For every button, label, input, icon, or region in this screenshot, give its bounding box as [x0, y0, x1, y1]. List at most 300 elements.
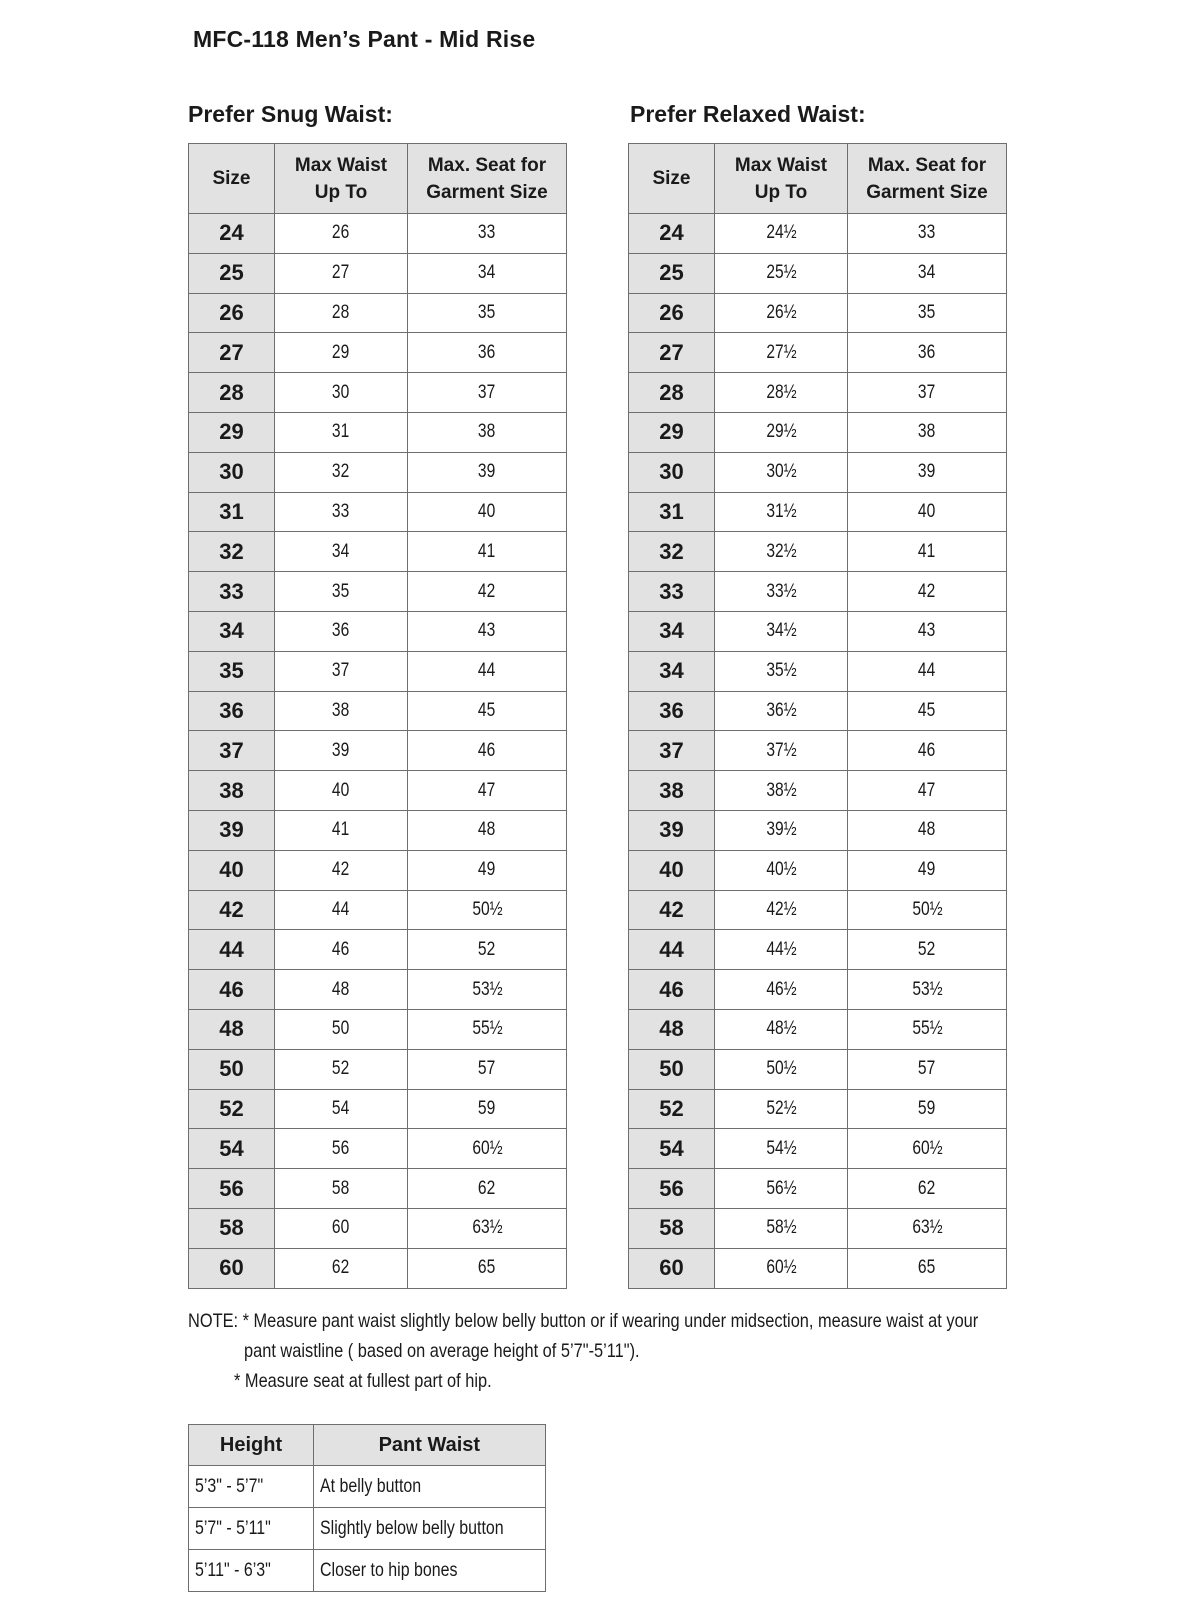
max-seat-cell — [848, 850, 1007, 890]
size-value: 29 — [659, 419, 684, 445]
height-value: 5’11" - 6’3" — [195, 1559, 271, 1581]
max-seat-value: 46 — [918, 739, 936, 761]
max-seat-cell — [408, 651, 567, 691]
max-seat-value: 65 — [478, 1257, 496, 1279]
pant-waist-value: Slightly below belly button — [320, 1517, 504, 1539]
max-seat-cell — [848, 810, 1007, 850]
table-row — [189, 731, 567, 771]
max-waist-cell — [715, 532, 848, 572]
max-waist-cell — [715, 1009, 848, 1049]
table-row — [189, 691, 567, 731]
size-value: 26 — [659, 299, 684, 325]
page-title: MFC-118 Men’s Pant - Mid Rise — [193, 26, 536, 52]
max-seat-value: 62 — [918, 1177, 936, 1199]
size-cell — [189, 1009, 275, 1049]
max-seat-cell — [848, 452, 1007, 492]
size-cell — [629, 1248, 715, 1288]
max-waist-value: 48 — [332, 978, 350, 1000]
size-value: 30 — [219, 459, 244, 485]
max-seat-value: 41 — [478, 540, 496, 562]
max-seat-cell — [848, 1129, 1007, 1169]
table-row — [189, 930, 567, 970]
size-cell — [629, 1208, 715, 1248]
max-waist-value: 35 — [332, 580, 350, 602]
size-value: 33 — [659, 578, 684, 604]
max-seat-cell — [848, 412, 1007, 452]
size-column-header — [189, 144, 275, 214]
table-row — [189, 214, 567, 254]
max-seat-cell — [408, 691, 567, 731]
pant-waist-cell — [314, 1466, 546, 1508]
table-row — [189, 1508, 546, 1550]
max-seat-cell — [848, 1089, 1007, 1129]
size-value: 24 — [219, 220, 244, 246]
max-waist-cell — [275, 412, 408, 452]
size-cell — [629, 890, 715, 930]
max-waist-cell — [275, 850, 408, 890]
max-waist-value: 44½ — [765, 938, 797, 960]
size-cell — [629, 850, 715, 890]
size-value: 40 — [659, 857, 684, 883]
max-seat-cell — [408, 970, 567, 1010]
max-waist-cell — [275, 253, 408, 293]
size-cell — [629, 373, 715, 413]
max-seat-value: 45 — [478, 699, 496, 721]
max-waist-cell — [275, 1129, 408, 1169]
size-value: 36 — [219, 697, 244, 723]
max-seat-cell — [848, 572, 1007, 612]
size-cell — [189, 333, 275, 373]
relaxed-table-body — [629, 214, 1007, 1289]
max-waist-value: 35½ — [765, 660, 797, 682]
max-waist-header-line2: Up To — [314, 181, 368, 203]
size-value: 60 — [219, 1255, 244, 1281]
table-row — [629, 1009, 1007, 1049]
size-value: 34 — [659, 618, 684, 644]
max-seat-cell — [408, 1089, 567, 1129]
max-waist-cell — [275, 930, 408, 970]
max-waist-value: 48½ — [765, 1018, 797, 1040]
height-cell — [189, 1550, 314, 1592]
max-waist-cell — [275, 611, 408, 651]
max-waist-cell — [275, 333, 408, 373]
max-waist-value: 46½ — [765, 978, 797, 1000]
max-seat-column-header — [848, 144, 1007, 214]
size-cell — [189, 1089, 275, 1129]
max-waist-value: 56 — [332, 1137, 350, 1159]
size-cell — [189, 850, 275, 890]
size-value: 31 — [219, 498, 244, 524]
size-value: 24 — [659, 220, 684, 246]
size-value: 56 — [659, 1175, 684, 1201]
max-waist-cell — [275, 1049, 408, 1089]
max-waist-value: 26 — [332, 222, 350, 244]
max-seat-cell — [408, 1169, 567, 1209]
max-waist-column-header — [715, 144, 848, 214]
size-value: 50 — [219, 1056, 244, 1082]
table-row — [189, 1129, 567, 1169]
max-seat-cell — [848, 532, 1007, 572]
note-text-3: * Measure seat at fullest part of hip. — [234, 1370, 492, 1392]
height-value: 5’7" - 5’11" — [195, 1517, 271, 1539]
table-row — [629, 492, 1007, 532]
size-value: 46 — [219, 976, 244, 1002]
max-seat-value: 36 — [918, 341, 936, 363]
max-seat-value: 49 — [918, 859, 936, 881]
size-value: 50 — [659, 1056, 684, 1082]
max-seat-value: 57 — [478, 1058, 496, 1080]
relaxed-waist-table — [628, 143, 1007, 1289]
table-row — [629, 731, 1007, 771]
height-value: 5’3" - 5’7" — [195, 1475, 264, 1497]
table-row — [189, 1049, 567, 1089]
size-cell — [629, 1169, 715, 1209]
max-seat-cell — [848, 492, 1007, 532]
max-waist-value: 52½ — [765, 1097, 797, 1119]
max-waist-cell — [275, 572, 408, 612]
max-waist-value: 60½ — [765, 1257, 797, 1279]
size-value: 56 — [219, 1175, 244, 1201]
max-seat-cell — [408, 771, 567, 811]
table-row — [189, 611, 567, 651]
size-cell — [629, 1089, 715, 1129]
table-row — [189, 1089, 567, 1129]
size-cell — [629, 532, 715, 572]
size-value: 36 — [659, 697, 684, 723]
size-value: 35 — [219, 658, 244, 684]
max-seat-value: 60½ — [911, 1137, 943, 1159]
size-cell — [629, 731, 715, 771]
size-cell — [189, 1248, 275, 1288]
max-waist-header-line2: Up To — [754, 181, 808, 203]
max-seat-cell — [408, 293, 567, 333]
size-cell — [629, 333, 715, 373]
table-row — [189, 1550, 546, 1592]
max-waist-value: 39 — [332, 739, 350, 761]
max-seat-cell — [408, 611, 567, 651]
max-seat-value: 50½ — [471, 898, 503, 920]
pant-waist-cell — [314, 1508, 546, 1550]
max-waist-cell — [715, 1248, 848, 1288]
max-waist-value: 40½ — [765, 859, 797, 881]
table-row — [629, 611, 1007, 651]
table-row — [189, 1009, 567, 1049]
max-seat-cell — [848, 930, 1007, 970]
max-seat-value: 55½ — [471, 1018, 503, 1040]
max-waist-value: 44 — [332, 898, 350, 920]
size-cell — [629, 1049, 715, 1089]
max-seat-value: 47 — [918, 779, 936, 801]
max-seat-value: 38 — [918, 421, 936, 443]
size-value: 32 — [219, 538, 244, 564]
size-value: 39 — [659, 817, 684, 843]
max-waist-value: 29½ — [765, 421, 797, 443]
max-waist-cell — [715, 651, 848, 691]
max-seat-cell — [848, 1208, 1007, 1248]
size-value: 60 — [659, 1255, 684, 1281]
max-waist-header-line1: Max Waist — [294, 154, 388, 176]
note-line-2 — [244, 1336, 715, 1366]
max-seat-value: 62 — [478, 1177, 496, 1199]
max-seat-value: 60½ — [471, 1137, 503, 1159]
max-seat-cell — [408, 1248, 567, 1288]
max-seat-cell — [848, 373, 1007, 413]
max-waist-cell — [715, 572, 848, 612]
max-seat-value: 57 — [918, 1058, 936, 1080]
table-row — [629, 691, 1007, 731]
max-waist-value: 24½ — [765, 222, 797, 244]
pant-waist-value: At belly button — [320, 1475, 422, 1497]
max-waist-value: 58½ — [765, 1217, 797, 1239]
table-row — [189, 1466, 546, 1508]
max-waist-value: 37 — [332, 660, 350, 682]
table-row — [189, 293, 567, 333]
table-row — [189, 1248, 567, 1288]
size-cell — [629, 492, 715, 532]
max-seat-header-line1: Max. Seat for — [427, 154, 547, 176]
note-line-1 — [188, 1306, 1129, 1336]
max-seat-value: 44 — [918, 660, 936, 682]
table-row — [189, 373, 567, 413]
max-seat-cell — [848, 890, 1007, 930]
max-seat-cell — [408, 253, 567, 293]
max-waist-value: 32½ — [765, 540, 797, 562]
size-value: 52 — [659, 1095, 684, 1121]
max-waist-value: 39½ — [765, 819, 797, 841]
size-cell — [189, 611, 275, 651]
size-value: 27 — [659, 339, 684, 365]
size-value: 29 — [219, 419, 244, 445]
max-waist-cell — [275, 492, 408, 532]
max-seat-value: 37 — [918, 381, 936, 403]
max-seat-header-line2: Garment Size — [866, 181, 988, 203]
max-waist-cell — [715, 611, 848, 651]
max-seat-cell — [848, 771, 1007, 811]
max-waist-value: 62 — [332, 1257, 350, 1279]
size-cell — [189, 373, 275, 413]
max-seat-value: 63½ — [471, 1217, 503, 1239]
max-seat-value: 52 — [918, 938, 936, 960]
table-row — [189, 970, 567, 1010]
table-row — [629, 452, 1007, 492]
size-cell — [189, 293, 275, 333]
max-waist-cell — [275, 214, 408, 254]
max-waist-value: 50 — [332, 1018, 350, 1040]
size-header-label: Size — [652, 168, 691, 189]
size-value: 37 — [659, 737, 684, 763]
size-cell — [629, 253, 715, 293]
max-waist-cell — [275, 1089, 408, 1129]
max-seat-value: 43 — [478, 620, 496, 642]
max-seat-cell — [408, 373, 567, 413]
max-seat-cell — [848, 293, 1007, 333]
size-cell — [189, 492, 275, 532]
max-waist-value: 33 — [332, 500, 350, 522]
size-cell — [189, 890, 275, 930]
max-waist-cell — [275, 1248, 408, 1288]
max-seat-cell — [408, 572, 567, 612]
size-value: 32 — [659, 538, 684, 564]
max-seat-cell — [848, 970, 1007, 1010]
max-seat-cell — [848, 691, 1007, 731]
table-row — [189, 850, 567, 890]
max-waist-cell — [715, 731, 848, 771]
size-value: 38 — [219, 777, 244, 803]
table-row — [629, 810, 1007, 850]
max-seat-cell — [848, 333, 1007, 373]
height-column-header: Height — [189, 1425, 314, 1466]
size-value: 38 — [659, 777, 684, 803]
height-cell — [189, 1466, 314, 1508]
max-seat-value: 42 — [918, 580, 936, 602]
max-waist-value: 54 — [332, 1097, 350, 1119]
table-row — [629, 1169, 1007, 1209]
size-value: 42 — [659, 896, 684, 922]
size-cell — [629, 412, 715, 452]
max-seat-value: 48 — [918, 819, 936, 841]
note-line-3 — [234, 1366, 541, 1396]
max-waist-cell — [715, 293, 848, 333]
size-cell — [189, 214, 275, 254]
max-seat-value: 48 — [478, 819, 496, 841]
max-seat-cell — [408, 890, 567, 930]
max-waist-cell — [715, 1129, 848, 1169]
size-cell — [189, 810, 275, 850]
max-waist-cell — [715, 890, 848, 930]
max-waist-value: 56½ — [765, 1177, 797, 1199]
max-waist-value: 60 — [332, 1217, 350, 1239]
max-seat-cell — [848, 1049, 1007, 1089]
max-seat-value: 39 — [918, 461, 936, 483]
snug-waist-table — [188, 143, 567, 1289]
size-value: 27 — [219, 339, 244, 365]
max-waist-cell — [275, 970, 408, 1010]
size-value: 58 — [659, 1215, 684, 1241]
table-row — [629, 532, 1007, 572]
table-row — [629, 1208, 1007, 1248]
max-seat-value: 40 — [918, 500, 936, 522]
max-waist-cell — [715, 333, 848, 373]
table-row — [189, 452, 567, 492]
size-value: 25 — [659, 260, 684, 286]
max-waist-cell — [275, 651, 408, 691]
max-waist-value: 38½ — [765, 779, 797, 801]
max-seat-cell — [408, 1129, 567, 1169]
size-cell — [189, 651, 275, 691]
size-value: 44 — [219, 936, 244, 962]
max-waist-value: 25½ — [765, 262, 797, 284]
size-value: 40 — [219, 857, 244, 883]
size-value: 26 — [219, 299, 244, 325]
max-waist-cell — [275, 890, 408, 930]
size-value: 48 — [659, 1016, 684, 1042]
size-cell — [189, 731, 275, 771]
table-row — [189, 1208, 567, 1248]
size-cell — [189, 930, 275, 970]
max-waist-value: 38 — [332, 699, 350, 721]
max-waist-cell — [275, 532, 408, 572]
max-seat-value: 33 — [918, 222, 936, 244]
table-row — [189, 810, 567, 850]
size-value: 39 — [219, 817, 244, 843]
max-waist-cell — [715, 771, 848, 811]
max-seat-value: 39 — [478, 461, 496, 483]
max-waist-value: 30 — [332, 381, 350, 403]
max-seat-header-line2: Garment Size — [426, 181, 548, 203]
size-cell — [629, 214, 715, 254]
max-seat-cell — [408, 731, 567, 771]
table-row — [629, 572, 1007, 612]
table-row — [629, 412, 1007, 452]
max-waist-value: 29 — [332, 341, 350, 363]
max-waist-value: 31½ — [765, 500, 797, 522]
max-seat-value: 41 — [918, 540, 936, 562]
max-seat-value: 65 — [918, 1257, 936, 1279]
max-seat-cell — [848, 253, 1007, 293]
snug-table-body — [189, 214, 567, 1289]
table-row — [189, 651, 567, 691]
max-seat-value: 45 — [918, 699, 936, 721]
max-waist-cell — [715, 452, 848, 492]
max-waist-value: 28 — [332, 301, 350, 323]
size-value: 52 — [219, 1095, 244, 1121]
max-waist-value: 27 — [332, 262, 350, 284]
max-waist-value: 46 — [332, 938, 350, 960]
max-seat-cell — [408, 930, 567, 970]
max-waist-cell — [715, 412, 848, 452]
max-seat-cell — [408, 1208, 567, 1248]
relaxed-waist-heading: Prefer Relaxed Waist: — [630, 101, 866, 127]
max-waist-value: 36½ — [765, 699, 797, 721]
max-waist-value: 36 — [332, 620, 350, 642]
note-text-2: pant waistline ( based on average height of 5’7"-5’11"). — [244, 1340, 640, 1362]
max-seat-value: 53½ — [471, 978, 503, 1000]
max-seat-value: 59 — [918, 1097, 936, 1119]
table-row — [189, 333, 567, 373]
max-waist-column-header — [275, 144, 408, 214]
max-seat-cell — [408, 810, 567, 850]
max-seat-value: 55½ — [911, 1018, 943, 1040]
size-cell — [189, 1049, 275, 1089]
max-waist-cell — [715, 214, 848, 254]
pant-waist-column-header: Pant Waist — [314, 1425, 546, 1466]
table-row — [629, 850, 1007, 890]
max-seat-value: 38 — [478, 421, 496, 443]
max-waist-cell — [275, 1208, 408, 1248]
max-waist-value: 33½ — [765, 580, 797, 602]
max-waist-value: 54½ — [765, 1137, 797, 1159]
max-seat-cell — [408, 452, 567, 492]
max-seat-cell — [408, 412, 567, 452]
table-row — [629, 214, 1007, 254]
size-header-label: Size — [212, 168, 251, 189]
max-seat-value: 36 — [478, 341, 496, 363]
max-waist-cell — [275, 771, 408, 811]
table-row — [629, 253, 1007, 293]
height-cell — [189, 1508, 314, 1550]
size-value: 58 — [219, 1215, 244, 1241]
size-value: 54 — [219, 1135, 244, 1161]
table-row — [189, 771, 567, 811]
size-cell — [629, 293, 715, 333]
max-seat-cell — [408, 214, 567, 254]
max-seat-cell — [848, 1169, 1007, 1209]
max-seat-cell — [408, 850, 567, 890]
size-cell — [189, 452, 275, 492]
size-cell — [189, 1169, 275, 1209]
size-cell — [189, 253, 275, 293]
max-waist-value: 50½ — [765, 1058, 797, 1080]
